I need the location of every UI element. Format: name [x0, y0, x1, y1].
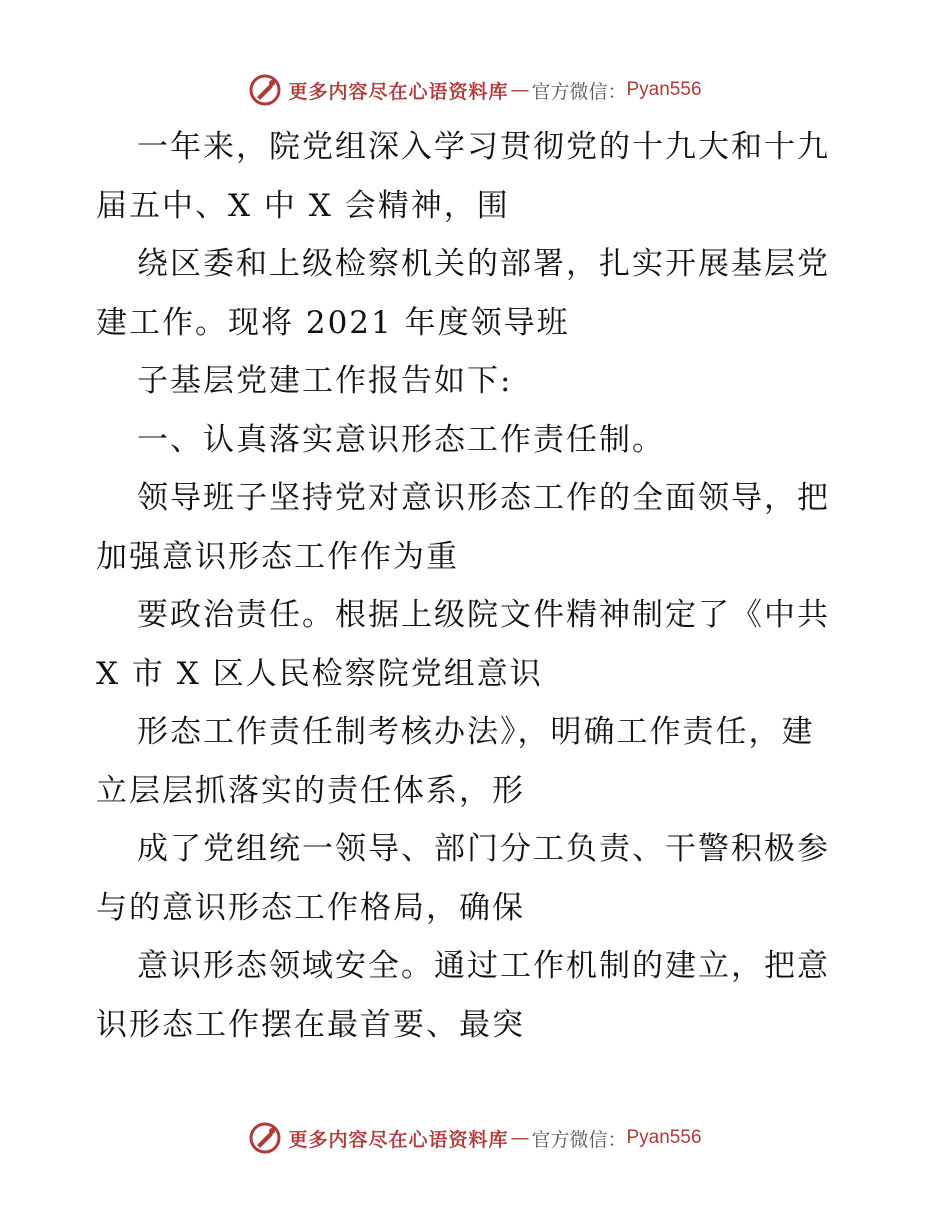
watermark-wechat-id: Pyan556 — [626, 1127, 702, 1148]
text-line: 领导班子坚持党对意识形态工作的全面领导，把 — [137, 480, 830, 516]
section-heading: 一、认真落实意识形态工作责任制。 — [137, 421, 665, 458]
watermark-wechat-label: 官方微信： — [531, 1128, 627, 1151]
watermark-dash: — — [510, 1127, 530, 1149]
watermark-wechat-id: Pyan556 — [626, 79, 702, 100]
text-line: 子基层党建工作报告如下: — [137, 363, 513, 399]
watermark-dash: — — [510, 79, 530, 101]
text-line: 要政治责任。根据上级院文件精神制定了《中共 — [137, 597, 830, 633]
document-body — [96, 118, 856, 1054]
text-line: 与的意识形态工作格局，确保 — [96, 889, 525, 926]
text-line: 建工作。现将 2021 年度领导班 — [96, 304, 570, 341]
text-line: 绕区委和上级检察机关的部署，扎实开展基层党 — [137, 246, 830, 282]
text-line: 届五中、X 中 X 会精神，围 — [96, 187, 510, 224]
text-line: 意识形态领域安全。通过工作机制的建立，把意 — [137, 948, 830, 984]
text-line: 一年来，院党组深入学习贯彻党的十九大和十九 — [137, 129, 830, 165]
text-line: 成了党组统一领导、部门分工负责、干警积极参 — [137, 831, 830, 867]
logo-icon — [248, 73, 282, 107]
watermark-main-text: 更多内容尽在心语资料库 — [288, 1128, 509, 1151]
text-line: 加强意识形态工作作为重 — [96, 538, 459, 575]
watermark-main-text: 更多内容尽在心语资料库 — [288, 80, 509, 103]
text-line: 立层层抓落实的责任体系，形 — [96, 772, 525, 809]
watermark-wechat-label: 官方微信： — [531, 80, 627, 103]
header-watermark — [0, 70, 950, 110]
text-line: 识形态工作摆在最首要、最突 — [96, 1006, 525, 1043]
logo-icon — [248, 1121, 282, 1155]
text-line: 形态工作责任制考核办法》，明确工作责任，建 — [137, 714, 815, 750]
footer-watermark — [0, 1118, 950, 1158]
text-line: X 市 X 区人民检察院党组意识 — [96, 655, 543, 692]
